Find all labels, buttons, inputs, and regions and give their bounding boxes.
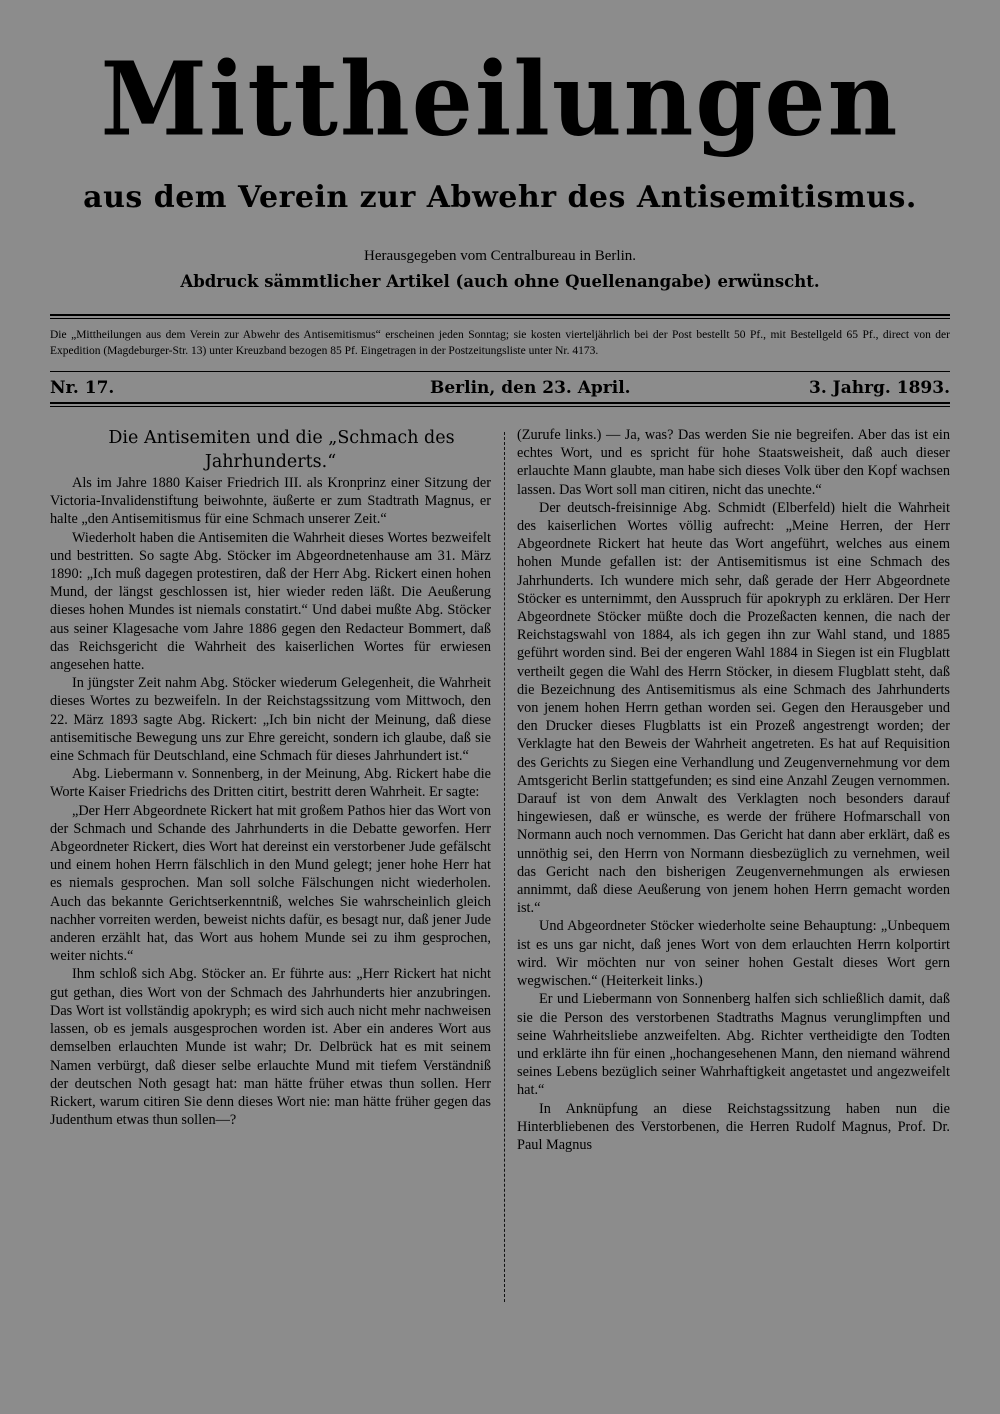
- article-paragraph: In jüngster Zeit nahm Abg. Stöcker wiederum Gelegenheit, die Wahrheit dieses Wortes zu bezweifeln. In der Reichstagssitzung vom Mittwoch, den 22. März 1893 sagte Abg. Rickert: „Ich bin nicht der Meinung, daß diese antisemitische Bewegung uns zur Ehre gereicht, sondern ich glaube, daß sie eine Schmach für Deutschland, eine Schmach für dieses Jahrhundert ist.“: [50, 675, 491, 765]
- notice-rule: [50, 371, 950, 372]
- issue-rule-thin: [50, 406, 950, 407]
- article-paragraph: Ihm schloß sich Abg. Stöcker an. Er führte aus: „Herr Rickert hat nicht gut gethan, dies Wort von der Schmach des Jahrhunderts hier anzubringen. Das Wort ist vollständig apokryph; es wird sich auch nicht mehr nachweisen lassen, ob es jemals ausgesprochen worden ist. Aber ein anderes Wort aus demselben erlauchten Munde ist wahr; Dr. Delbrück hat es mit seinem Namen verbürgt, daß dieser selbe erlauchte Mund mit tiefem Verständniß der deutschen Noth gesagt hat: man hätte früher etwas thun sollen. Herr Rickert, warum citiren Sie denn dieses Wort nie: man hätte früher gegen das Judenthum etwas thun sollen—?: [50, 966, 491, 1129]
- article-paragraph: Der deutsch-freisinnige Abg. Schmidt (Elberfeld) hielt die Wahrheit des kaiserlichen Wortes völlig aufrecht: „Meine Herren, der Herr Abgeordnete Rickert hat heute das Wort angeführt, welches aus einem hohen Munde gefallen ist: der Antisemitismus ist eine Schmach des Jahrhunderts. Ich wundere mich sehr, daß gerade der Herr Abgeordnete Stöcker es unternimmt, den Ausspruch für apokryph zu erklären. Der Herr Abgeordnete Stöcker müßte doch die Prozeßacten kennen, die nach der Reichstagswahl von 1884, als ich gegen ihn zur Wahl stand, und 1885 geführt worden sind. Bei der engeren Wahl 1884 in Siegen ist ein Flugblatt vertheilt gegen die Wahl des Herrn Stöcker, in diesem Flugblatt steht, daß die Bezeichnung des Antisemitismus als eine Schmach des Jahrhunderts von jenem hohen Herrn gethan worden sei. Gegen den Herausgeber und den Drucker dieses Flugblatts ist ein Prozeß angestrengt worden; der Verklagte hat den Beweis der Wahrheit angetreten. Es hat auf Requisition des Gerichts zu Siegen eine Verhandlung und Zeugenvernehmung vor dem Amtsgericht Berlin stattgefunden; es sind eine Anzahl Zeugen vernommen. Darauf ist von dem Anwalt des Verklagten noch besonders darauf hingewiesen, daß er wünsche, es werde der frühere Hofmarschall von Normann auch noch vernommen. Das Gericht hat dann aber erklärt, daß es unnöthig sei, den Herrn von Normann diesbezüglich zu vernehmen, weil das Gericht nach den bisherigen Zeugenvernehmungen als erwiesen annimmt, daß diese Aeußerung von jenem hohen Herrn gemacht worden ist.“: [517, 499, 950, 917]
- column-right: [517, 426, 950, 1306]
- article-title: Die Antisemiten und die „Schmach des Jahrhunderts.“: [108, 428, 455, 472]
- subscription-notice: Die „Mittheilungen aus dem Verein zur Abwehr des Antisemitismus“ erscheinen jeden Sonntag; sie kosten vierteljährlich bei der Post bestellt 50 Pf., mit Bestellgeld 65 Pf., direct von der Expedition (Magdeburger-Str. 13) unter Kreuzband bezogen 85 Pf. Eingetragen in der Postzeitungsliste unter Nr. 4173.: [50, 329, 950, 357]
- article-paragraph: Abg. Liebermann v. Sonnenberg, in der Meinung, Abg. Rickert habe die Worte Kaiser Friedrichs des Dritten citirt, bestritt deren Wahrheit. Er sagte:: [50, 766, 491, 801]
- issue-line: [50, 378, 950, 400]
- issue-rule: [50, 402, 950, 404]
- issue-number: Nr. 17.: [50, 378, 115, 398]
- reprint-note: Abdruck sämmtlicher Artikel (auch ohne Quellenangabe) erwünscht.: [180, 272, 820, 291]
- article-paragraph: Wiederholt haben die Antisemiten die Wahrheit dieses Wortes bezweifelt und bestritten. So sagte Abg. Stöcker im Abgeordnetenhause am 31. März 1890: „Ich muß dagegen protestiren, daß der Herr Abg. Rickert einen hohen Mund, der längst geschlossen ist, hier wieder reden läßt. Die Aeußerung dieses hohen Mundes ist niemals constatirt.“ Und dabei mußte Abg. Stöcker aus seiner Klagesache vom Jahre 1886 gegen den Redacteur Bommert, daß das Reichsgericht die Wahrheit des kaiserlichen Wortes für erwiesen angesehen hatte.: [50, 529, 491, 674]
- article-paragraph: Er und Liebermann von Sonnenberg halfen sich schließlich damit, daß sie die Person des verstorbenen Stadtraths Magnus verunglimpften und seine Wahrheitsliebe anzweifelten. Abg. Richter vertheidigte den Todten und erklärte ihn für einen „hochangesehenen Mann, den niemand während seines Lebens bezüglich seiner Wahrhaftigkeit angetastet und angezweifelt hat.“: [517, 991, 950, 1099]
- article-paragraph: „Der Herr Abgeordnete Rickert hat mit großem Pathos hier das Wort von der Schmach und Schande des Jahrhunderts in die Debatte geworfen. Herr Abgeordneter Rickert, dies Wort hat dereinst ein verstorbener Jude gefälscht und einem hohen Herrn fälschlich in den Mund gelegt; jener hohe Herr hat es niemals gesprochen. Man soll solche Fälschungen nicht wiederholen. Auch das bekannte Gerichtserkenntniß, welches Sie wahrscheinlich gleich nachher vorreiten werden, beweist nichts dafür, es besagt nur, daß jener Jude anderen erzählt hat, das Wort aus hohem Munde sei zu ihm gesprochen, weiter nichts.“: [50, 802, 491, 965]
- top-rule-thin: [50, 318, 950, 319]
- column-divider: [504, 432, 505, 1302]
- top-rule: [50, 314, 950, 316]
- article-paragraph: In Anknüpfung an diese Reichstagssitzung haben nun die Hinterbliebenen des Verstorbenen, die Herren Rudolf Magnus, Prof. Dr. Paul Magnus: [517, 1100, 950, 1153]
- issue-volume: 3. Jahrg. 1893.: [809, 378, 950, 398]
- publisher-line: Herausgegeben vom Centralbureau in Berlin.: [364, 248, 636, 264]
- column-left: [50, 426, 491, 1306]
- masthead-title: Mittheilungen: [100, 40, 900, 159]
- article-paragraph: (Zurufe links.) — Ja, was? Das werden Sie nie begreifen. Aber das ist ein echtes Wort, und es spricht für hohe Staatsweisheit, daß auch dieser erlauchte Mann glaubte, man habe sich dieses Volk über den Kopf wachsen lassen. Das Wort soll man citiren, nicht das unechte.“: [517, 427, 950, 498]
- issue-place-date: Berlin, den 23. April.: [430, 378, 631, 398]
- masthead-subtitle: aus dem Verein zur Abwehr des Antisemitismus.: [83, 180, 917, 215]
- article-paragraph: Als im Jahre 1880 Kaiser Friedrich III. als Kronprinz einer Sitzung der Victoria-Invalidenstiftung beiwohnte, äußerte er zum Stadtrath Magnus, er halte „den Antisemitismus für eine Schmach unserer Zeit.“: [50, 475, 491, 528]
- article-paragraph: Und Abgeordneter Stöcker wiederholte seine Behauptung: „Unbequem ist es uns gar nicht, daß jenes Wort von dem erlauchten Herrn kolportirt wird. Wir möchten nur von seiner hohen Gestalt dieses Wort gern wegwischen.“ (Heiterkeit links.): [517, 918, 950, 990]
